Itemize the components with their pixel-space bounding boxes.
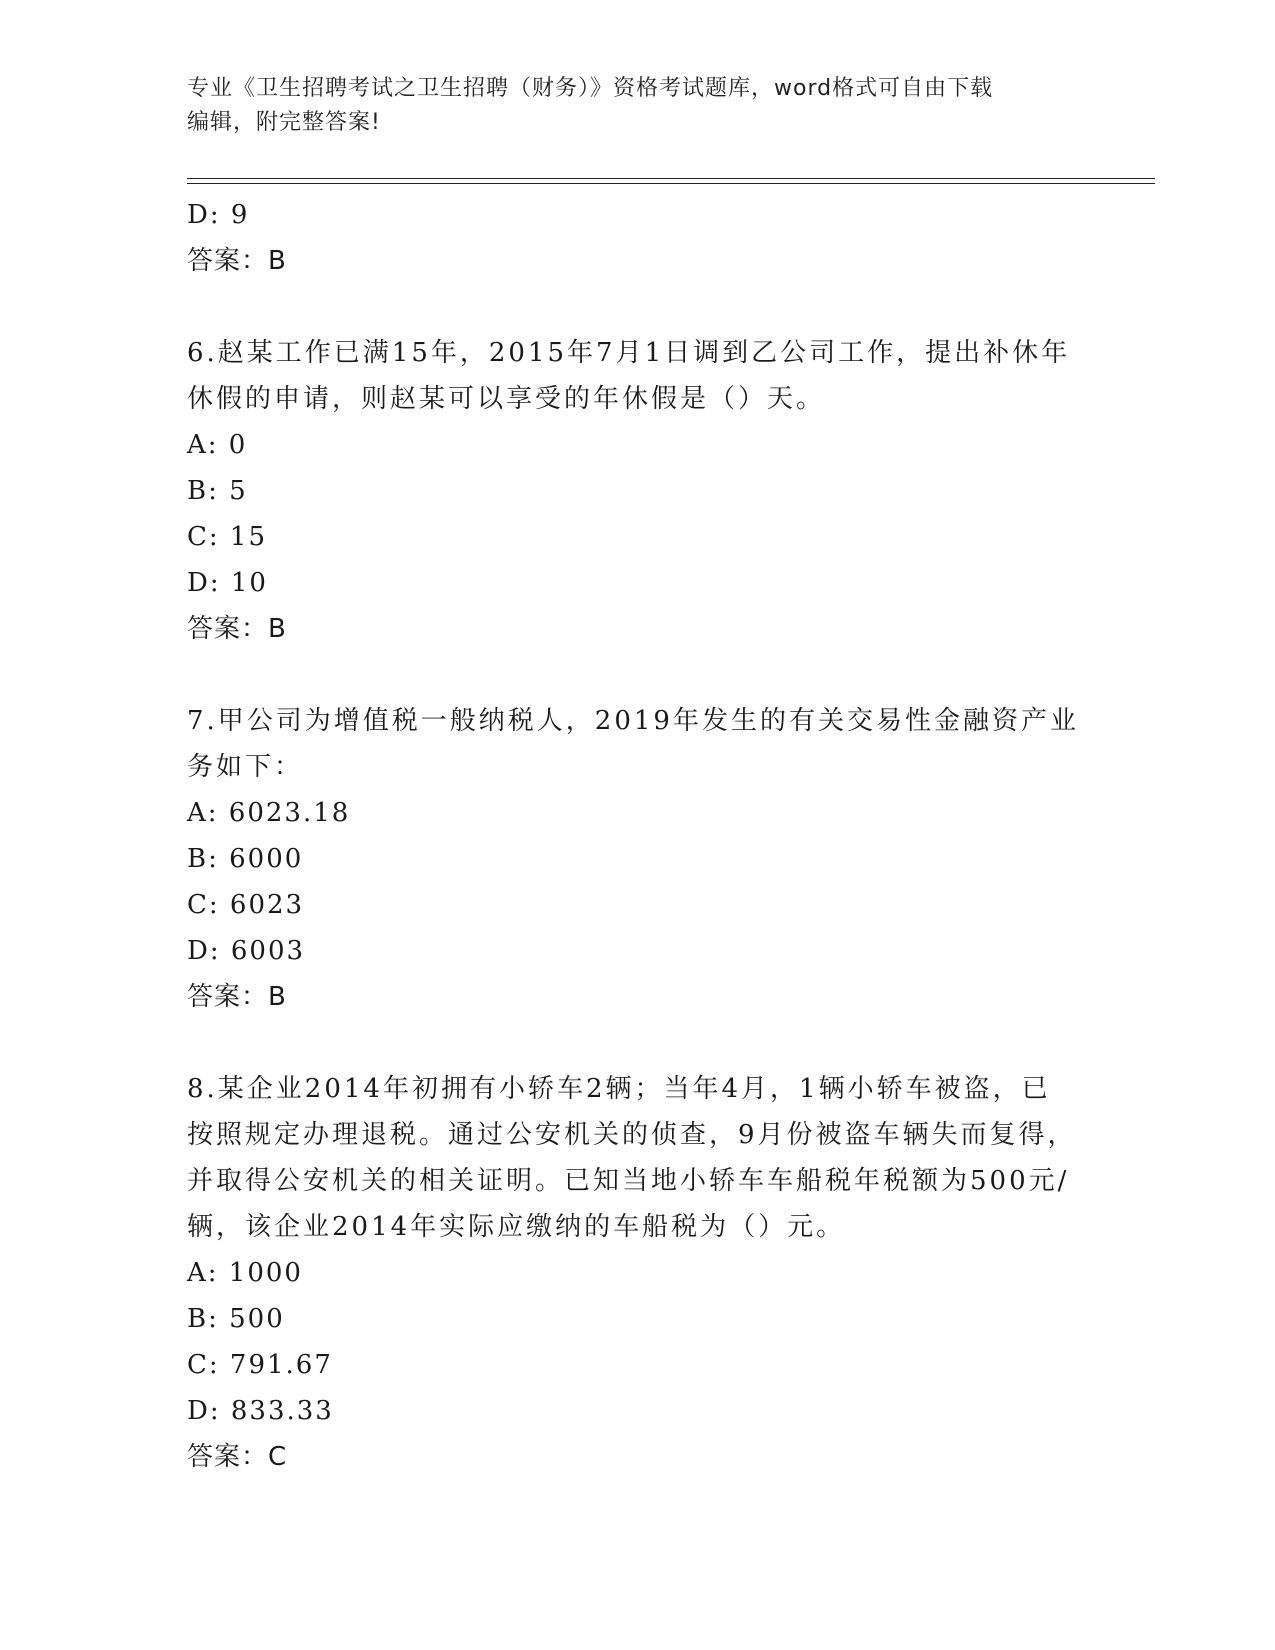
question-7	[187, 698, 1087, 1020]
answer-label: 答案：C	[187, 1442, 288, 1472]
previous-question-tail	[187, 192, 1087, 284]
option-c: C: 15	[187, 522, 268, 552]
option-d: D: 10	[187, 568, 268, 598]
document-header	[187, 72, 1087, 140]
option-d: D: 833.33	[187, 1396, 334, 1426]
question-text-line: 休假的申请，则赵某可以享受的年休假是（）天。	[187, 384, 826, 414]
option-a: A: 1000	[187, 1258, 303, 1288]
question-6	[187, 330, 1087, 652]
header-divider-top	[187, 178, 1155, 179]
option-c: C: 6023	[187, 890, 305, 920]
option-d: D: 6003	[187, 936, 306, 966]
question-text-line: 6.赵某工作已满15年，2015年7月1日调到乙公司工作，提出补休年	[187, 338, 1071, 368]
option-c: C: 791.67	[187, 1350, 333, 1380]
header-divider-bottom	[187, 183, 1155, 184]
option-d: D: 9	[187, 200, 250, 230]
document-body	[187, 192, 1087, 1480]
header-title-line-1: 专业《卫生招聘考试之卫生招聘（财务）》资格考试题库，word格式可自由下载	[187, 76, 994, 101]
question-8	[187, 1066, 1087, 1480]
question-text-line: 7.甲公司为增值税一般纳税人，2019年发生的有关交易性金融资产业	[187, 706, 1079, 736]
option-b: B: 500	[187, 1304, 285, 1334]
option-a: A: 0	[187, 430, 248, 460]
answer-label: 答案：B	[187, 246, 287, 276]
answer-label: 答案：B	[187, 614, 287, 644]
header-title-line-2: 编辑，附完整答案!	[187, 110, 381, 135]
question-text-line: 按照规定办理退税。通过公安机关的侦查，9月份被盗车辆失而复得，	[187, 1120, 1077, 1150]
option-b: B: 5	[187, 476, 248, 506]
question-text-line: 务如下：	[187, 752, 304, 782]
answer-label: 答案：B	[187, 982, 287, 1012]
question-text-line: 并取得公安机关的相关证明。已知当地小轿车车船税年税额为500元/	[187, 1166, 1070, 1196]
question-text-line: 辆，该企业2014年实际应缴纳的车船税为（）元。	[187, 1212, 846, 1242]
option-b: B: 6000	[187, 844, 304, 874]
option-a: A: 6023.18	[187, 798, 351, 828]
question-text-line: 8.某企业2014年初拥有小轿车2辆；当年4月，1辆小轿车被盗，已	[187, 1074, 1051, 1104]
